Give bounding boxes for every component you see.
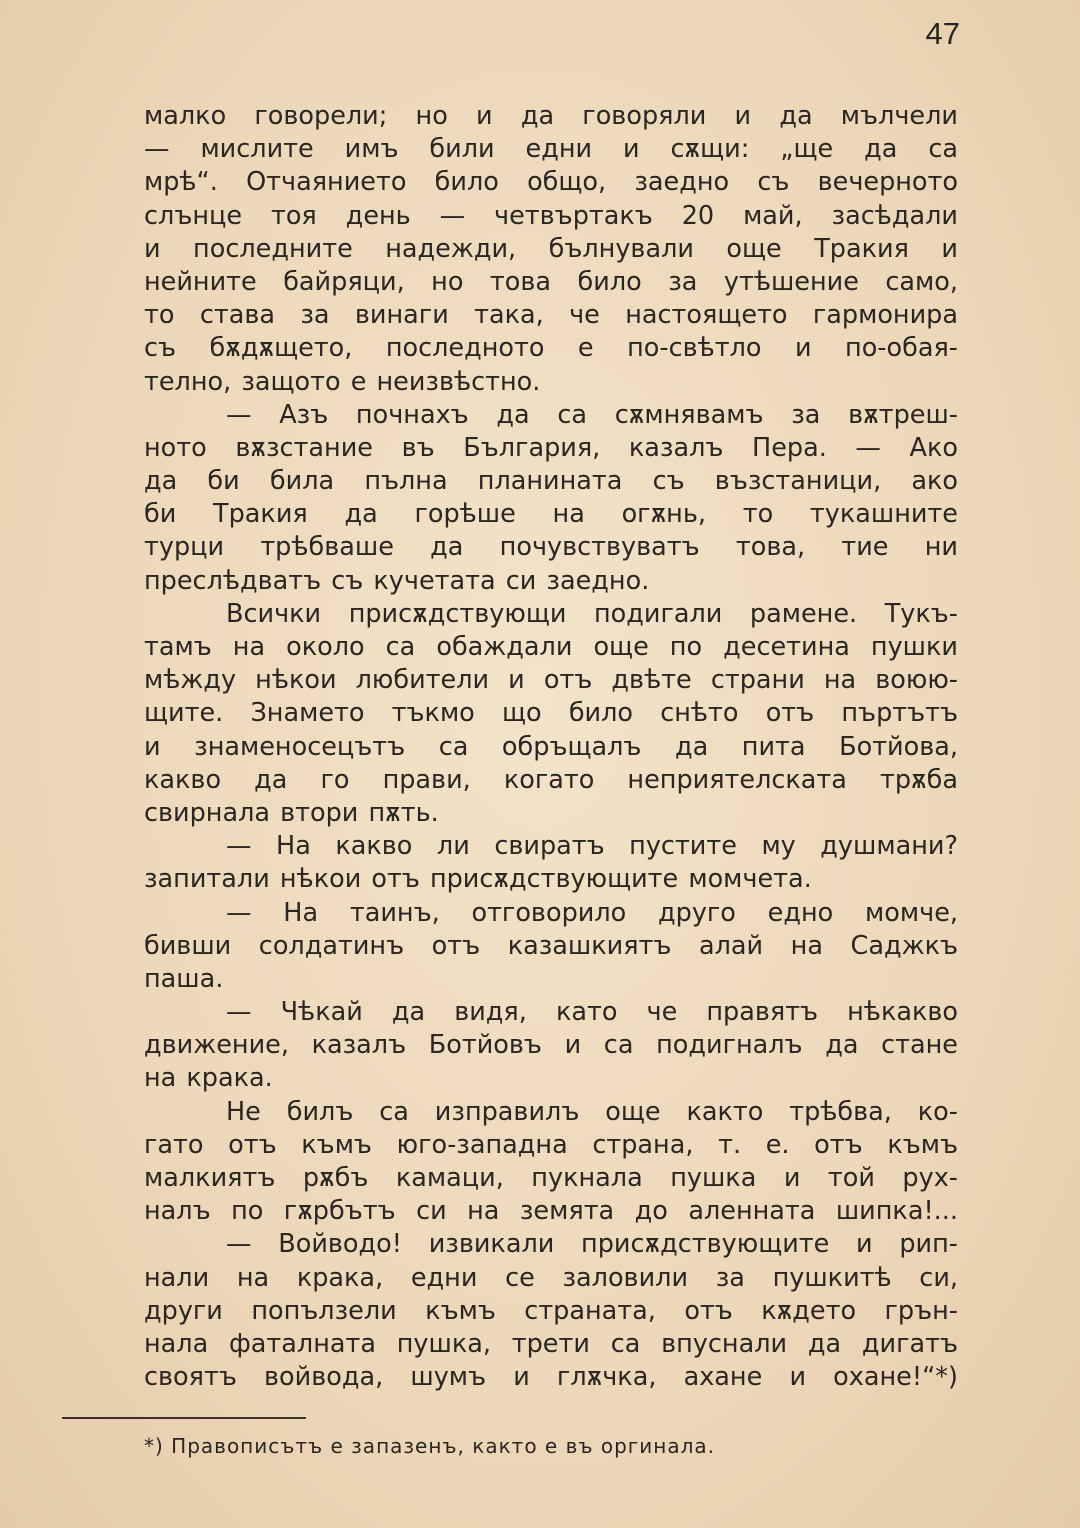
text-line: запитали нѣкои отъ присѫдствующите момчета.: [144, 864, 812, 895]
body-text: [144, 100, 958, 1394]
text-line: слънце тоя день — четвъртакъ 20 май, засѣдали: [144, 200, 958, 231]
text-line: налъ по гѫрбътъ си на земята до аленната шипка!...: [144, 1196, 958, 1227]
text-line: то става за винаги така, че настоящето гармонира: [144, 300, 958, 331]
text-line: своятъ войвода, шумъ и глѫчка, ахане и охане!“*): [144, 1362, 958, 1393]
text-line: мѣжду нѣкои любители и отъ двѣте страни на воюю-: [144, 665, 958, 696]
text-line: малко говорели; но и да говоряли и да мълчели: [144, 101, 958, 131]
text-line: малкиятъ рѫбъ камаци, пукнала пушка и той рух-: [144, 1163, 958, 1193]
text-line: — Азъ почнахъ да са сѫмнявамъ за вѫтреш-: [226, 399, 958, 430]
footnote-divider: [62, 1417, 306, 1419]
text-line: Не билъ са изправилъ още както трѣбва, ко-: [226, 1096, 958, 1127]
text-line: мрѣ“. Отчаянието било общо, заедно съ вечерното: [144, 167, 958, 198]
page-number: 47: [925, 16, 960, 51]
text-line: на крака.: [144, 1063, 273, 1094]
text-line: други попълзели къмъ страната, отъ кѫдето грън-: [144, 1295, 958, 1326]
text-line: свирнала втори пѫть.: [144, 797, 439, 828]
text-line: съ бѫдѫщето, последното е по-свѣтло и по-обая-: [144, 333, 958, 364]
text-line: щите. Знамето тъкмо що било снѣто отъ пъртътъ: [144, 698, 958, 729]
text-line: преслѣдватъ съ кучетата си заедно.: [144, 565, 650, 596]
text-line: Всички присѫдствующи подигали рамене. Тукъ-: [226, 598, 958, 629]
text-line: — мислите имъ били едни и сѫщи: „ще да са: [144, 134, 958, 165]
text-line: телно, защото е неизвѣстно.: [144, 366, 541, 397]
footnote: *) Правописътъ е запазенъ, както е въ оргинала.: [144, 1434, 716, 1458]
text-line: да би била пълна планината съ възстаници, ако: [144, 466, 958, 497]
text-line: нали на крака, едни се заловили за пушкитѣ си,: [144, 1262, 958, 1293]
text-line: движение, казалъ Ботйовъ и са подигналъ да стане: [144, 1030, 958, 1061]
text-line: и знаменосецътъ са обръщалъ да пита Ботйова,: [144, 731, 958, 762]
text-line: гато отъ къмъ юго-западна страна, т. е. отъ къмъ: [144, 1129, 958, 1160]
text-line: — Чѣкай да видя, като че правятъ нѣкакво: [226, 997, 958, 1028]
text-line: — На какво ли свиратъ пустите му душмани?: [226, 831, 958, 862]
text-line: — Войводо! извикали присѫдствующите и рип-: [226, 1229, 958, 1260]
text-line: би Тракия да горѣше на огѫнь, то тукашните: [144, 499, 958, 530]
text-line: и последните надежди, бълнували още Тракия и: [144, 233, 958, 264]
text-line: турци трѣбваше да почувствуватъ това, тие ни: [144, 532, 958, 563]
text-line: тамъ на около са обаждали още по десетина пушки: [144, 632, 958, 662]
text-line: нейните байряци, но това било за утѣшение само,: [144, 266, 958, 297]
text-line: бивши солдатинъ отъ казашкиятъ алай на Саджкъ: [144, 930, 958, 961]
text-line: какво да го прави, когато неприятелската трѫба: [144, 764, 958, 795]
text-line: нала фаталната пушка, трети са впуснали да дигатъ: [144, 1328, 958, 1359]
text-line: паша.: [144, 963, 224, 994]
text-line: — На таинъ, отговорило друго едно момче,: [226, 897, 958, 928]
text-line: ното вѫзстание въ България, казалъ Пера. — Ако: [144, 432, 958, 463]
